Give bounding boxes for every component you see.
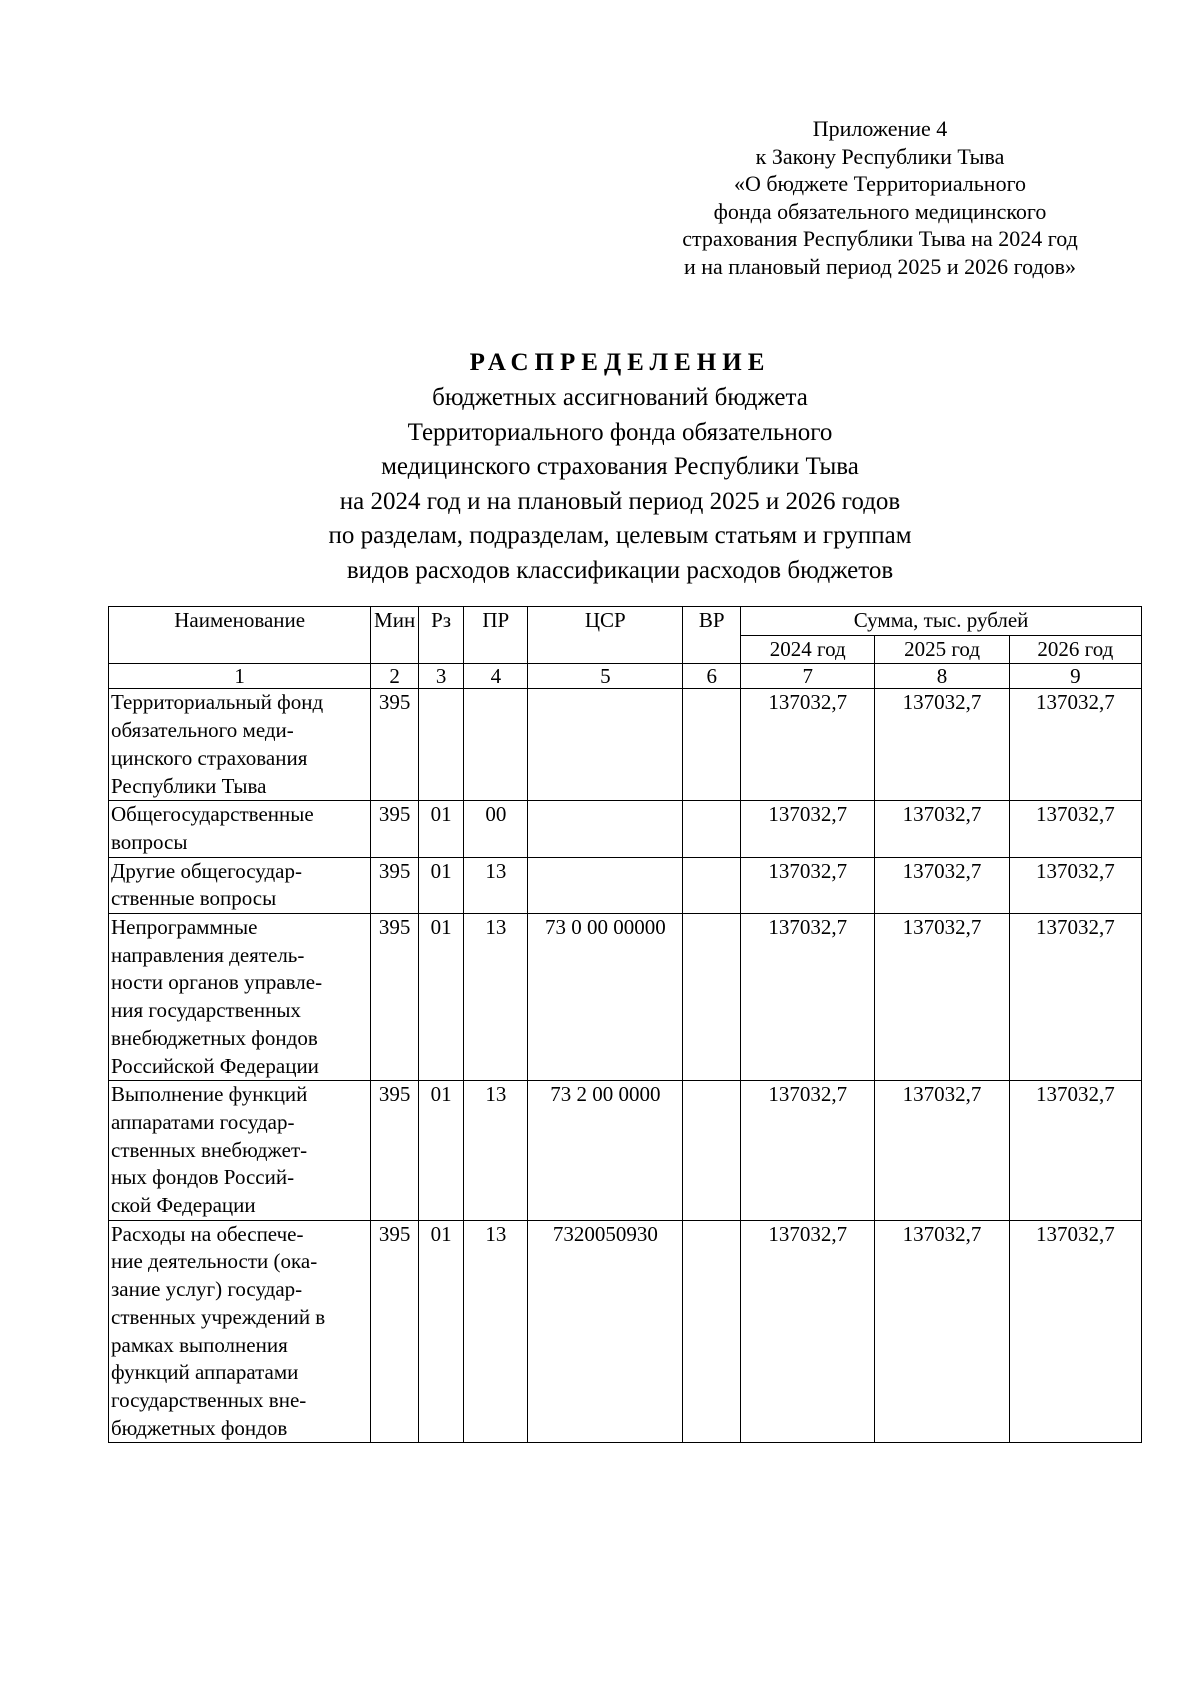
cell-name-line: ской Федерации	[111, 1193, 256, 1218]
column-number: 1	[109, 664, 371, 689]
cell-name-line: Республики Тыва	[111, 773, 267, 798]
table-row	[109, 857, 1142, 913]
appendix-line: и на плановый период 2025 и 2026 годов»	[683, 253, 1077, 279]
cell-name	[109, 801, 371, 857]
cell-amount-2026: 137032,7	[1009, 689, 1141, 801]
cell-amount-2025: 137032,7	[875, 1081, 1009, 1221]
cell-csr: 73 0 00 00000	[528, 914, 683, 1081]
cell-name	[109, 1220, 371, 1443]
column-number: 7	[741, 664, 875, 689]
cell-name-line: Территориальный фонд	[111, 690, 324, 715]
cell-vr	[683, 857, 741, 913]
table-row	[109, 1220, 1142, 1443]
cell-min: 395	[371, 1220, 419, 1443]
cell-name-line: Общегосударственные	[111, 802, 314, 827]
cell-amount-2026: 137032,7	[1009, 801, 1141, 857]
appendix-note	[640, 115, 1120, 280]
cell-name-line: рамках выполнения	[111, 1332, 288, 1357]
cell-name-line: функций аппаратами	[111, 1360, 299, 1385]
cell-amount-2025: 137032,7	[875, 1220, 1009, 1443]
cell-name-line: Расходы на обеспече-	[111, 1221, 304, 1246]
column-number: 8	[875, 664, 1009, 689]
cell-csr: 73 2 00 0000	[528, 1081, 683, 1221]
cell-rz: 01	[418, 1220, 463, 1443]
cell-name-line: ственные вопросы	[111, 886, 277, 911]
cell-rz	[418, 689, 463, 801]
cell-csr	[528, 689, 683, 801]
cell-name	[109, 857, 371, 913]
appendix-line: «О бюджете Территориального	[733, 171, 1027, 196]
cell-min: 395	[371, 1081, 419, 1221]
column-number: 4	[464, 664, 528, 689]
cell-name	[109, 1081, 371, 1221]
cell-amount-2024: 137032,7	[741, 801, 875, 857]
header-sum: Сумма, тыс. рублей	[741, 607, 1142, 636]
header-min: Мин	[371, 607, 419, 664]
header-year-2026: 2026 год	[1009, 635, 1141, 664]
budget-table	[108, 606, 1142, 1443]
cell-name-line: государственных вне-	[111, 1387, 307, 1412]
cell-name-line: обязательного меди-	[111, 718, 294, 743]
cell-name-line: Непрограммные	[111, 915, 258, 940]
cell-amount-2024: 137032,7	[741, 1081, 875, 1221]
cell-rz: 01	[418, 857, 463, 913]
cell-amount-2024: 137032,7	[741, 857, 875, 913]
cell-name-line: ния государственных	[111, 998, 301, 1023]
title-line: видов расходов классификации расходов бюджетов	[346, 556, 894, 584]
cell-vr	[683, 914, 741, 1081]
cell-amount-2025: 137032,7	[875, 857, 1009, 913]
cell-min: 395	[371, 689, 419, 801]
column-number: 5	[528, 664, 683, 689]
cell-vr	[683, 689, 741, 801]
cell-amount-2025: 137032,7	[875, 689, 1009, 801]
table-row	[109, 801, 1142, 857]
column-number: 3	[418, 664, 463, 689]
cell-pr: 13	[464, 1081, 528, 1221]
cell-name-line: бюджетных фондов	[111, 1415, 288, 1440]
cell-name-line: зание услуг) государ-	[111, 1277, 303, 1302]
cell-amount-2026: 137032,7	[1009, 857, 1141, 913]
cell-min: 395	[371, 801, 419, 857]
cell-amount-2025: 137032,7	[875, 801, 1009, 857]
cell-name-line: направления деятель-	[111, 942, 305, 967]
column-number-row	[109, 664, 1142, 689]
title-line: по разделам, подразделам, целевым статьям и группам	[328, 522, 912, 549]
cell-csr: 7320050930	[528, 1220, 683, 1443]
cell-name-line: вопросы	[111, 829, 188, 854]
column-number: 6	[683, 664, 741, 689]
cell-vr	[683, 1081, 741, 1221]
cell-name	[109, 914, 371, 1081]
cell-name-line: ности органов управле-	[111, 970, 323, 995]
cell-amount-2026: 137032,7	[1009, 1081, 1141, 1221]
cell-name-line: ние деятельности (ока-	[111, 1249, 318, 1274]
appendix-line: фонда обязательного медицинского	[713, 198, 1047, 224]
title-heading: РАСПРЕДЕЛЕНИЕ	[469, 349, 771, 376]
cell-name-line: Российской Федерации	[111, 1053, 319, 1078]
cell-name-line: ственных учреждений в	[111, 1304, 326, 1329]
header-pr: ПР	[464, 607, 528, 664]
column-number: 2	[371, 664, 419, 689]
header-vr: ВР	[683, 607, 741, 664]
header-name: Наименование	[109, 607, 371, 664]
table-row	[109, 1081, 1142, 1221]
cell-vr	[683, 801, 741, 857]
cell-amount-2026: 137032,7	[1009, 914, 1141, 1081]
cell-min: 395	[371, 914, 419, 1081]
header-year-2025: 2025 год	[875, 635, 1009, 664]
cell-pr: 00	[464, 801, 528, 857]
cell-name-line: Другие общегосудар-	[111, 858, 302, 883]
cell-rz: 01	[418, 801, 463, 857]
cell-pr: 13	[464, 857, 528, 913]
cell-amount-2024: 137032,7	[741, 914, 875, 1081]
cell-name-line: ственных внебюджет-	[111, 1137, 308, 1162]
cell-min: 395	[371, 857, 419, 913]
appendix-line: страхования Республики Тыва на 2024 год	[682, 226, 1078, 251]
header-csr: ЦСР	[528, 607, 683, 664]
cell-rz: 01	[418, 914, 463, 1081]
title-line: медицинского страхования Республики Тыва	[381, 453, 859, 480]
cell-csr	[528, 801, 683, 857]
title-line: Территориального фонда обязательного	[407, 418, 833, 446]
cell-pr: 13	[464, 914, 528, 1081]
column-number: 9	[1009, 664, 1141, 689]
cell-amount-2026: 137032,7	[1009, 1220, 1141, 1443]
title-line: на 2024 год и на плановый период 2025 и 2026 годов	[339, 487, 901, 515]
cell-name-line: цинского страхования	[111, 745, 308, 770]
table-body	[109, 664, 1142, 1443]
table-header	[109, 607, 1142, 664]
table-row	[109, 689, 1142, 801]
title-line: бюджетных ассигнований бюджета	[432, 384, 808, 411]
cell-amount-2024: 137032,7	[741, 689, 875, 801]
cell-amount-2024: 137032,7	[741, 1220, 875, 1443]
cell-name-line: внебюджетных фондов	[111, 1025, 318, 1050]
cell-rz: 01	[418, 1081, 463, 1221]
header-rz: Рз	[418, 607, 463, 664]
cell-name-line: ных фондов Россий-	[111, 1165, 295, 1190]
appendix-line: к Закону Республики Тыва	[755, 143, 1005, 169]
cell-name	[109, 689, 371, 801]
cell-amount-2025: 137032,7	[875, 914, 1009, 1081]
appendix-line: Приложение 4	[812, 116, 948, 141]
cell-pr	[464, 689, 528, 801]
cell-csr	[528, 857, 683, 913]
cell-pr: 13	[464, 1220, 528, 1443]
cell-name-line: аппаратами государ-	[111, 1109, 295, 1134]
cell-vr	[683, 1220, 741, 1443]
document-title	[100, 345, 1140, 588]
cell-name-line: Выполнение функций	[111, 1082, 308, 1107]
header-year-2024: 2024 год	[741, 635, 875, 664]
table-row	[109, 914, 1142, 1081]
